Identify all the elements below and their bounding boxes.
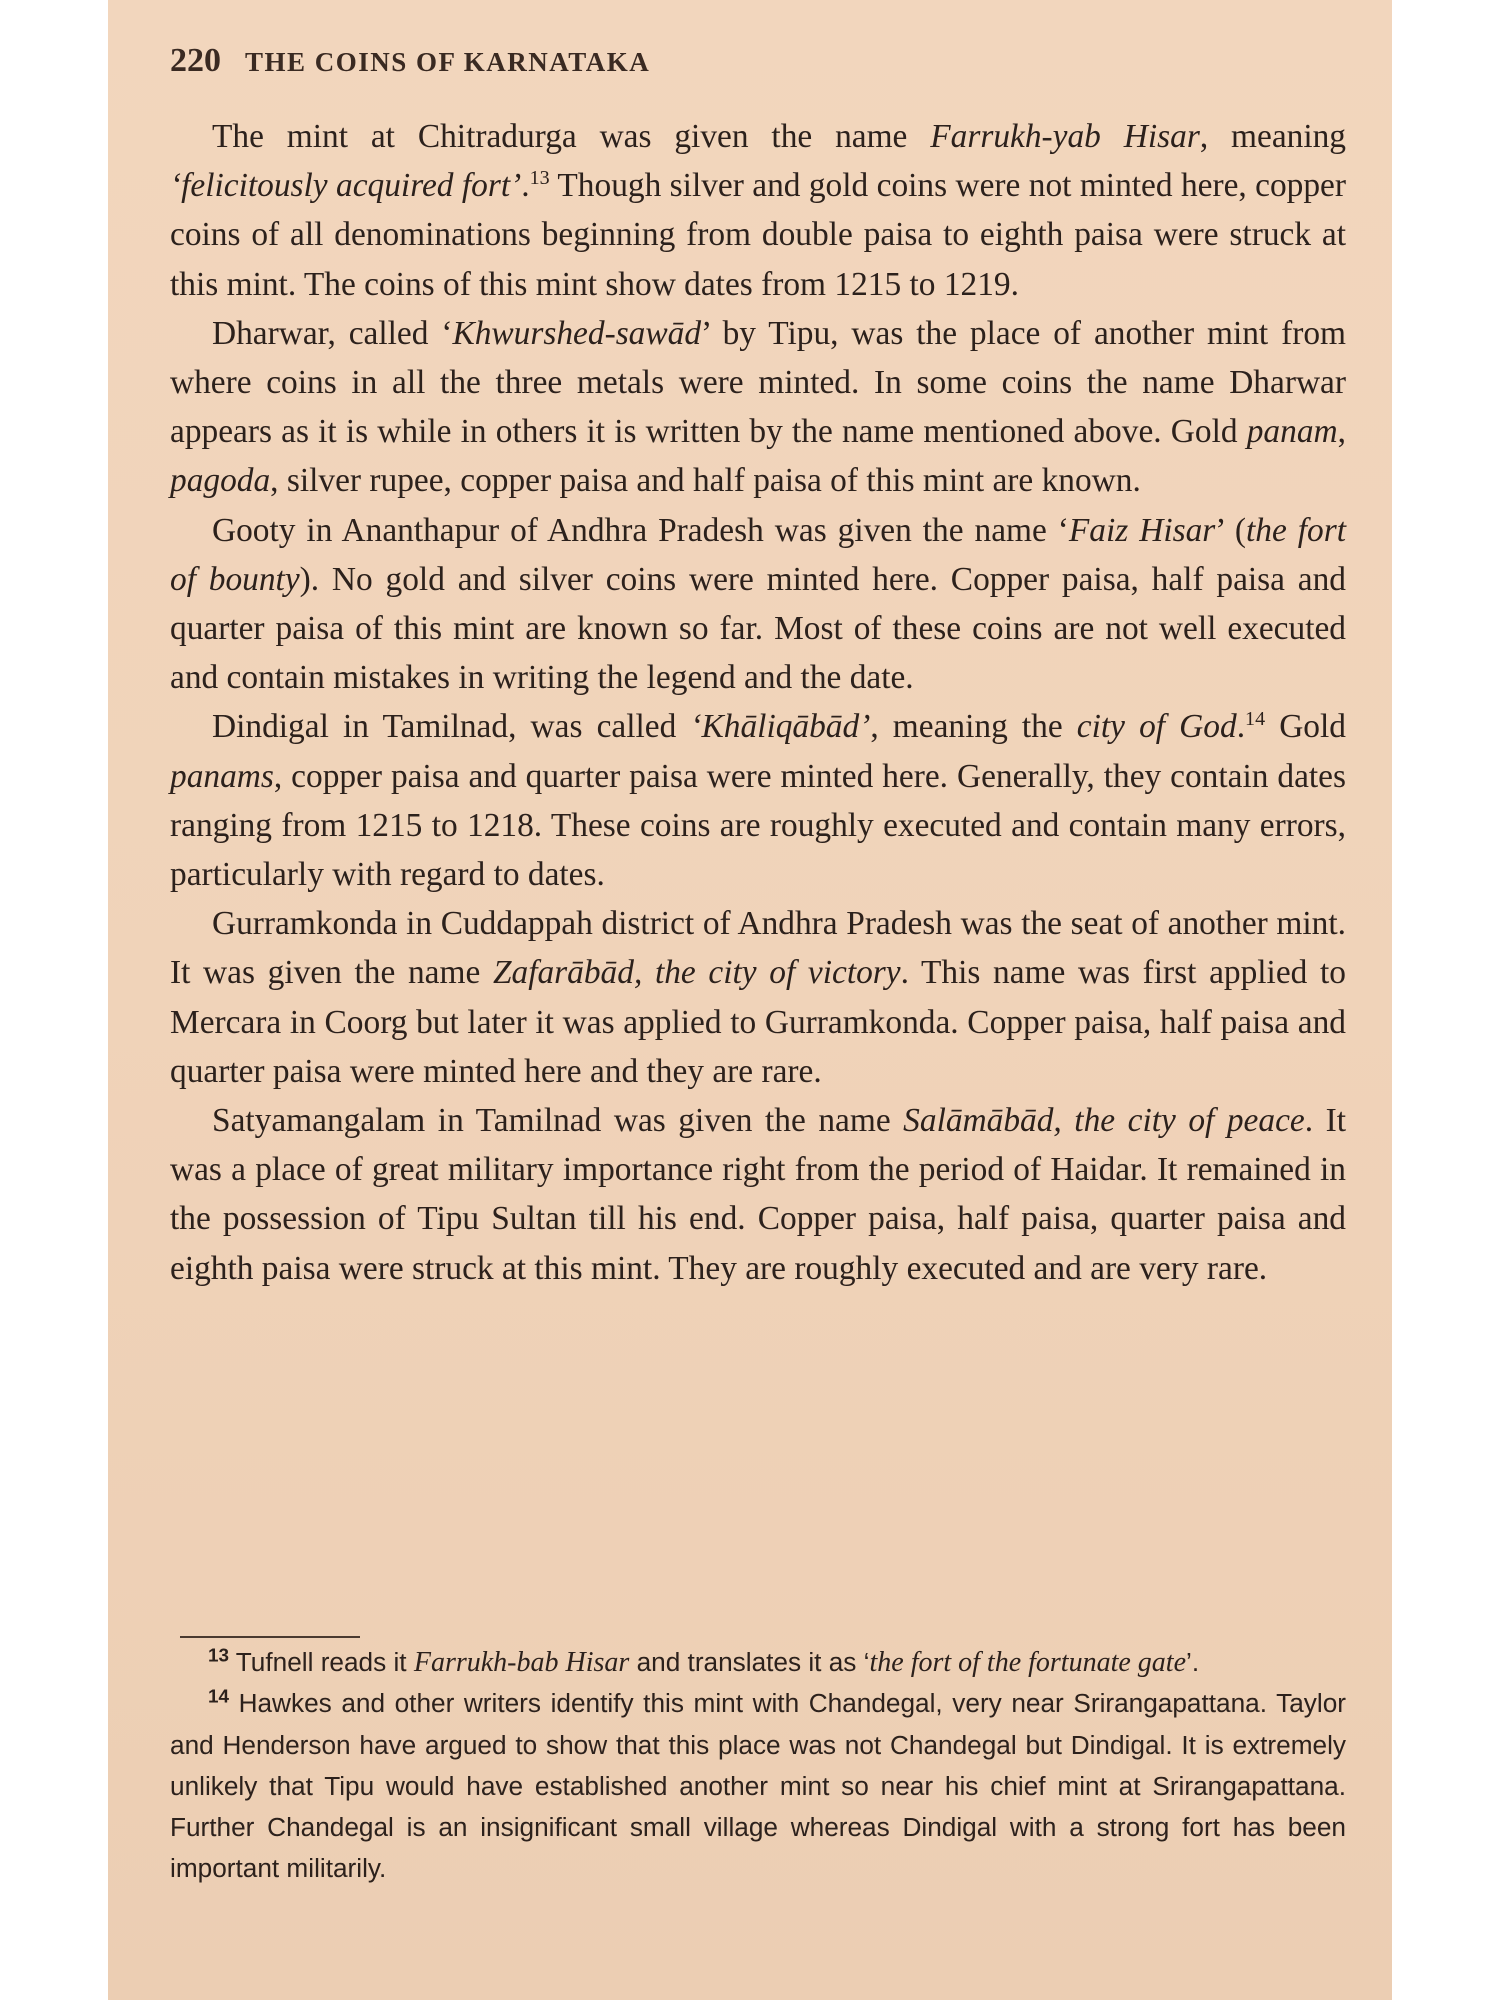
text-run: , silver rupee, copper paisa and half paisa of this mint are known. <box>270 462 1141 500</box>
footnotes <box>170 1642 1346 1890</box>
text-run: ’ by Tipu, was the place of another mint from where coins in all the three metals were minted. In some coins the name Dharwar appears as it is while in others it is written by the name mentioned above. Gold <box>170 314 1346 451</box>
text-run: , copper paisa and quarter paisa were minted here. Generally, they contain dates ranging from 1215 to 1218. These coins are roughly executed and contain many errors, particularly with regard to dates. <box>170 757 1346 894</box>
italic-text: pagoda <box>170 462 271 500</box>
footnote-number: 14 <box>208 1685 229 1707</box>
running-title: THE COINS OF KARNATAKA <box>245 47 651 77</box>
italic-text: city of God <box>1076 708 1237 746</box>
text-run: Though silver and gold coins were not minted here, copper coins of all denominations beginning from double paisa to eighth paisa were struck at this mint. The coins of this mint show dates from 1215 to 1219. <box>170 167 1346 303</box>
text-run: The mint at Chitradurga was given the name <box>212 118 931 155</box>
text-run: Tufnell reads it <box>228 1647 414 1677</box>
italic-text: panam <box>1246 413 1338 451</box>
italic-text: Faiz Hisar <box>1068 511 1216 549</box>
paragraph-chitradurga <box>170 112 1346 309</box>
text-run: Gold <box>1265 708 1346 746</box>
paragraph-dindigal <box>170 702 1346 899</box>
text-run: ). No gold and silver coins were minted here. Copper paisa, half paisa and quarter paisa of this mint are known so far. Most of these coins are not well executed and contain mistakes in writing the legend and the date. <box>170 560 1346 697</box>
text-run: Dindigal in Tamilnad, was called <box>212 708 691 746</box>
text-run: . This name was first applied to Mercara in Coorg but later it was applied to Gurramkonda. Copper paisa, half paisa and quarter paisa were minted here and they are rare. <box>170 954 1346 1090</box>
text-run: Gurramkonda in Cuddappah district of Andhra Pradesh was the seat of another mint. It was given the name <box>170 905 1346 992</box>
text-run: Dharwar, called ‘ <box>212 314 453 352</box>
footnote-rule <box>180 1636 360 1638</box>
italic-text: the fort of the fortunate gate <box>869 1647 1187 1678</box>
text-run: and translates it as ‘ <box>629 1647 870 1677</box>
text-run: , <box>1337 413 1346 451</box>
italic-text: Zafarābād, the city of victory <box>492 954 901 992</box>
italic-text: ‘felicitously acquired fort’ <box>170 167 522 205</box>
body-text <box>170 112 1346 1293</box>
text-run: . <box>521 167 530 205</box>
text-run: Satyamangalam in Tamilnad was given the name <box>212 1102 904 1140</box>
italic-text: Salāmābād, the city of peace <box>903 1102 1305 1140</box>
text-run: . It was a place of great military importance right from the period of Haidar. It remained in the possession of Tipu Sultan till his end. Copper paisa, half paisa, quarter paisa and eighth paisa were struck at this mint. They are roughly executed and are very rare. <box>170 1102 1346 1287</box>
paragraph-satyamangalam <box>170 1096 1346 1293</box>
text-run: ’ ( <box>1215 511 1246 549</box>
footnote-ref: 13 <box>529 167 550 190</box>
italic-text: panams <box>170 757 274 795</box>
text-run: , meaning <box>1199 118 1347 155</box>
footnote-13 <box>170 1642 1346 1683</box>
paragraph-dharwar <box>170 309 1346 506</box>
book-page <box>108 0 1392 2000</box>
text-run: . <box>1236 708 1246 746</box>
text-run: ’. <box>1186 1647 1200 1677</box>
italic-text: Khwurshed-sawād <box>452 314 702 352</box>
page-header <box>170 42 1310 92</box>
page-number: 220 <box>170 42 221 79</box>
text-run: Hawkes and other writers identify this mint with Chandegal, very near Srirangapattana. Taylor and Henderson have argued to show that this place was not Chandegal but Dindigal. It is extremely unlikely that Tipu would have established another mint so near his chief mint at Srirangapattana. Further Chandegal is an insignificant small village whereas Dindigal with a strong fort has been important militarily. <box>170 1688 1346 1884</box>
paragraph-gooty <box>170 506 1346 703</box>
italic-text: ‘Khāliqābād’ <box>690 708 871 746</box>
text-run: Gooty in Ananthapur of Andhra Pradesh was given the name ‘ <box>212 511 1069 549</box>
footnote-14 <box>170 1683 1346 1889</box>
italic-text: Farrukh-yab Hisar <box>930 118 1200 155</box>
footnote-ref: 14 <box>1245 708 1266 731</box>
italic-text: Farrukh-bab Hisar <box>413 1647 630 1678</box>
footnote-number: 13 <box>208 1644 229 1666</box>
italic-text: the fort of bounty <box>170 511 1346 598</box>
paragraph-gurramkonda <box>170 899 1346 1096</box>
text-run: , meaning the <box>870 708 1077 746</box>
